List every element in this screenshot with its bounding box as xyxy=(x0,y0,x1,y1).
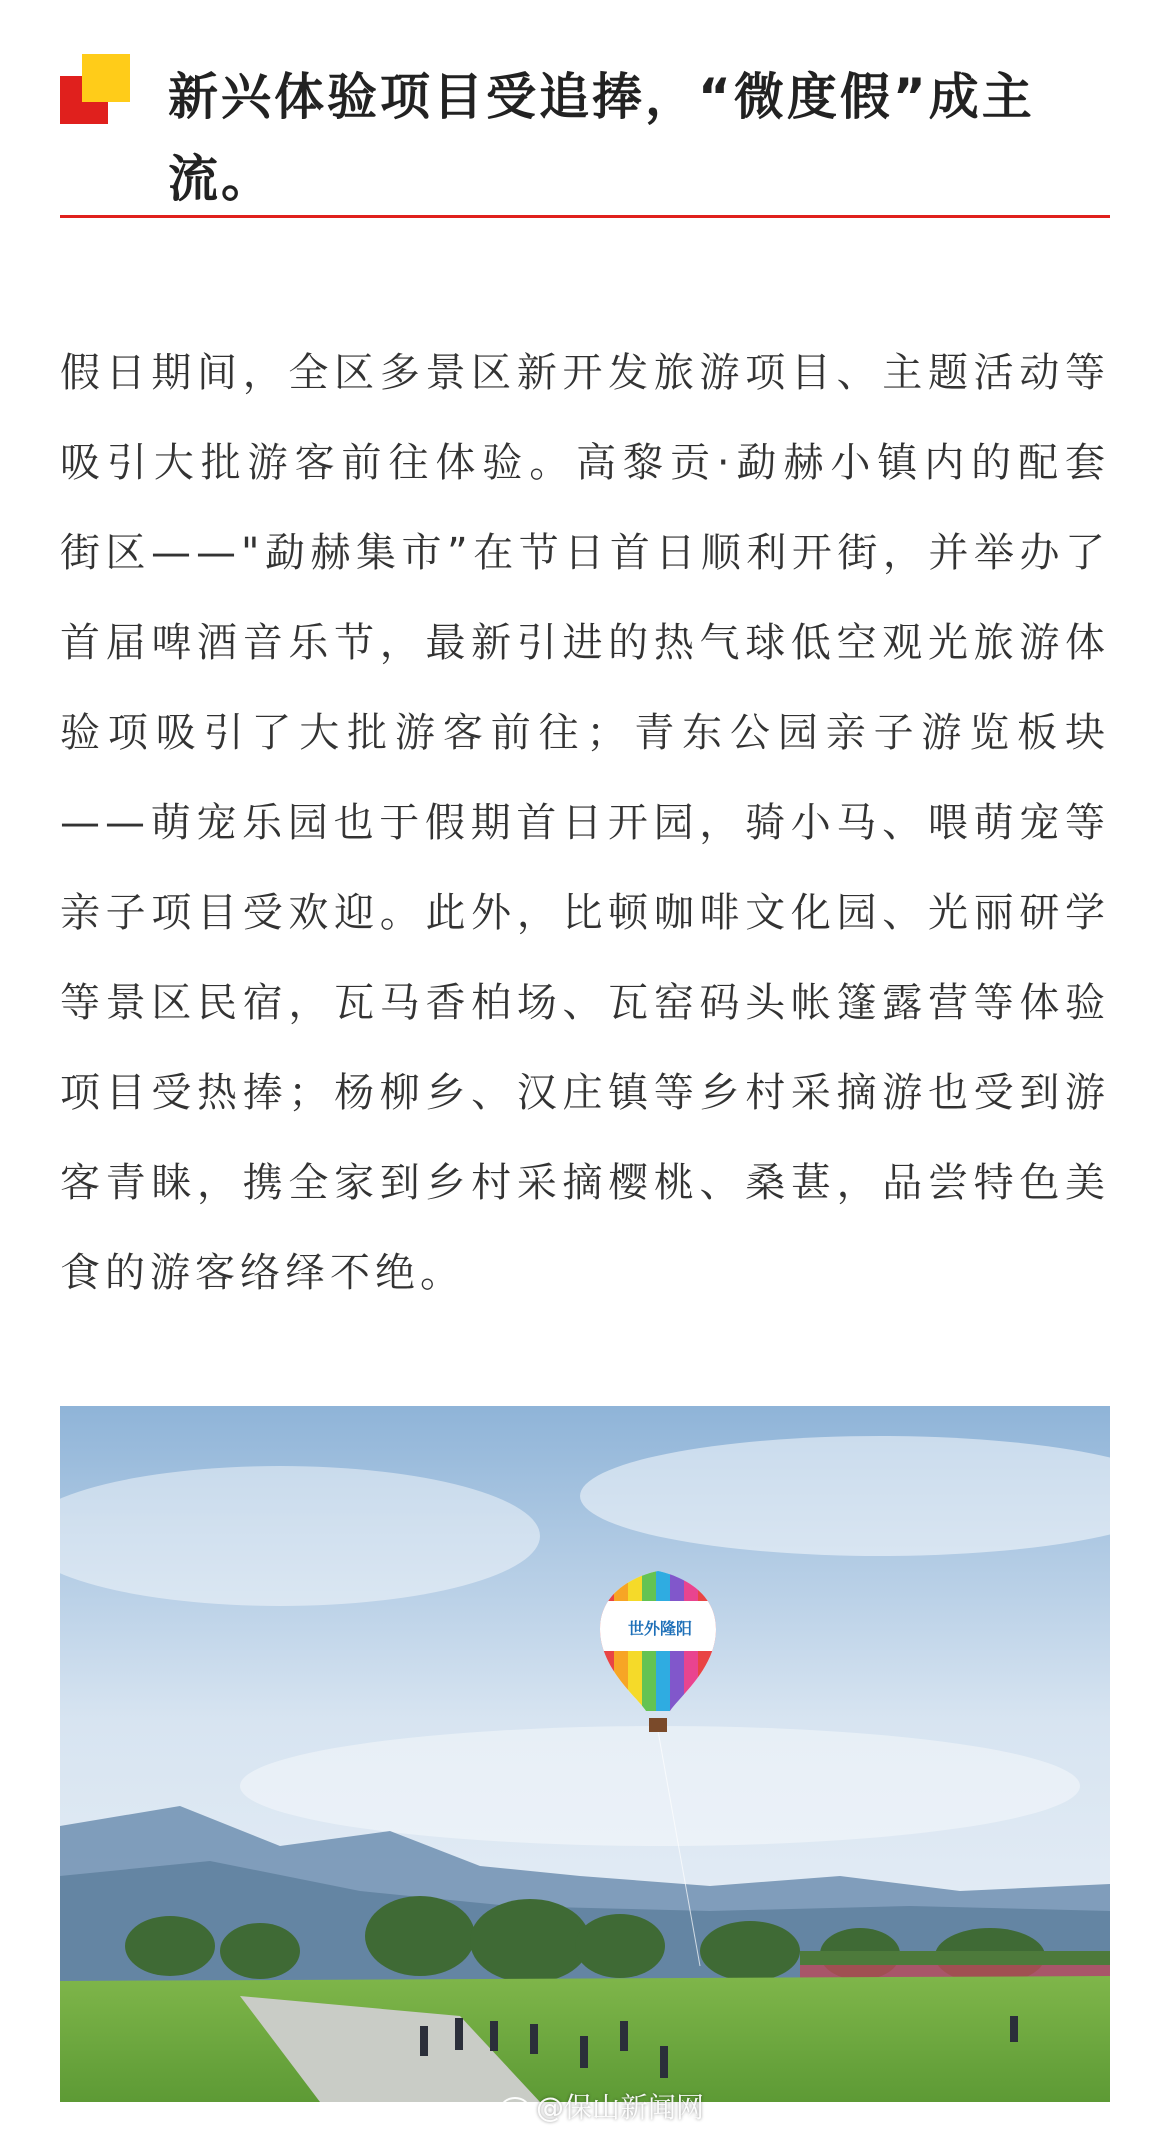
weibo-icon xyxy=(500,2097,530,2121)
section-logo-icon xyxy=(60,54,130,124)
article-paragraph: 假日期间，全区多景区新开发旅游项目、主题活动等吸引大批游客前往体验。高黎贡·勐赫小镇内的配套街区——"勐赫集市”在节日首日顺利开街，并举办了首届啤酒音乐节，最新引进的热气球低空观光旅游体验项吸引了大批游客前往；青东公园亲子游览板块——萌宠乐园也于假期首日开园，骑小马、喂萌宠等亲子项目受欢迎。此外，比顿咖啡文化园、光丽研学等景区民宿，瓦马香柏场、瓦窑码头帐篷露营等体验项目受热捧；杨柳乡、汉庄镇等乡村采摘游也受到游客青睐，携全家到乡村采摘樱桃、桑葚，品尝特色美食的游客络绎不绝。 xyxy=(60,350,1110,1296)
balloon-label: 世外隆阳 xyxy=(627,1619,693,1638)
section-title: 新兴体验项目受追捧，“微度假”成主流。 xyxy=(168,68,1035,208)
photo-watermark xyxy=(500,2086,704,2126)
hot-air-balloon-photo xyxy=(60,1406,1110,2102)
watermark-text: @保山新闻网 xyxy=(536,2091,705,2124)
section-header xyxy=(60,50,1110,218)
